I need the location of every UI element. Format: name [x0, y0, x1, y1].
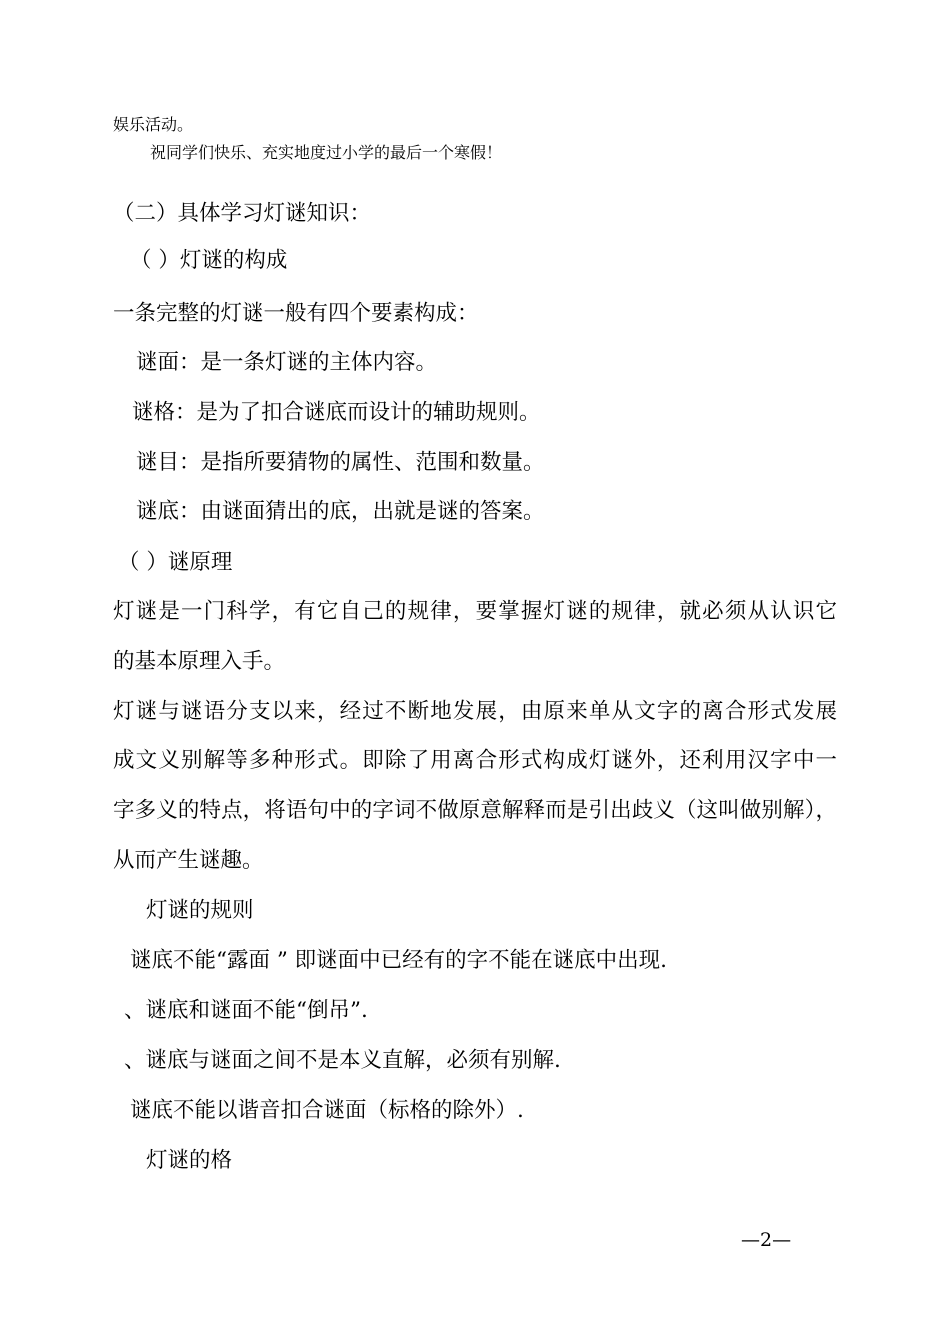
list-item: 谜目：是指所要猜物的属性、范围和数量。 — [136, 450, 545, 475]
list-item: 谜底不能“露面 ” 即谜面中已经有的字不能在谜底中出现. — [130, 948, 667, 973]
page-number: —2— — [741, 1229, 792, 1251]
list-item: 谜格：是为了扣合谜底而设计的辅助规则。 — [132, 400, 541, 425]
paragraph-line: 字多义的特点，将语句中的字词不做原意解释而是引出歧义（这叫做别解）， — [113, 798, 837, 823]
paragraph-line: 成文义别解等多种形式。即除了用离合形式构成灯谜外，还利用汉字中一 — [113, 748, 837, 773]
list-item: 谜底不能以谐音扣合谜面（标格的除外）. — [130, 1098, 524, 1123]
paragraph-line: 从而产生谜趣。 — [113, 848, 264, 873]
paragraph-line: 灯谜是一门科学，有它自己的规律，要掌握灯谜的规律，就必须从认识它 — [113, 599, 837, 624]
section-heading: （二）具体学习灯谜知识： — [113, 201, 372, 226]
subsection-heading: 灯谜的格 — [146, 1148, 233, 1173]
list-item: 、谜底与谜面之间不是本义直解，必须有别解. — [124, 1048, 561, 1073]
subsection-heading: （ ）灯谜的构成 — [130, 248, 288, 273]
subsection-heading: （ ）谜原理 — [118, 550, 233, 575]
list-item: 谜面：是一条灯谜的主体内容。 — [136, 350, 438, 375]
list-item: 谜底：由谜面猜出的底，出就是谜的答案。 — [136, 499, 545, 524]
paragraph-line: 的基本原理入手。 — [113, 649, 286, 674]
list-item: 、谜底和谜面不能“倒吊”. — [124, 998, 368, 1023]
paragraph-line: 灯谜与谜语分支以来，经过不断地发展，由原来单从文字的离合形式发展 — [113, 699, 837, 724]
paragraph-line: 祝同学们快乐、充实地度过小学的最后一个寒假！ — [150, 143, 503, 162]
paragraph-line: 娱乐活动。 — [113, 115, 194, 134]
subsection-heading: 灯谜的规则 — [146, 898, 254, 923]
paragraph-line: 一条完整的灯谜一般有四个要素构成： — [113, 301, 479, 326]
